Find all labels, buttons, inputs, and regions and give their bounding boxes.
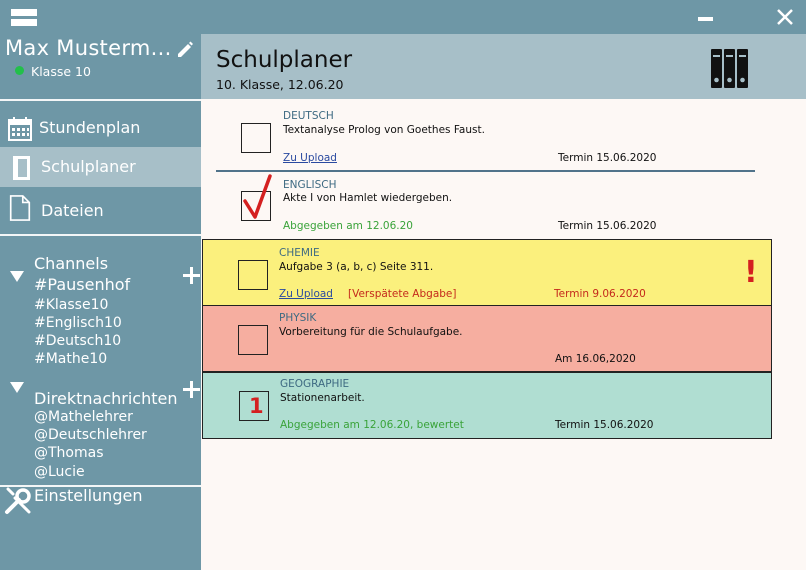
online-status-dot (15, 66, 24, 75)
direct-message-item[interactable]: @Thomas (34, 445, 104, 461)
task-due-date: Termin 15.06.2020 (555, 419, 654, 431)
channel-item[interactable]: #Pausenhof (34, 275, 131, 294)
sidebar-item-stundenplan[interactable] (0, 108, 201, 148)
task-due-date: Am 16.06,2020 (555, 353, 636, 365)
task-due-date: Termin 9.06.2020 (554, 288, 646, 300)
upload-link[interactable]: Zu Upload (283, 152, 337, 164)
close-icon[interactable] (776, 8, 794, 26)
sidebar-item-einstellungen[interactable] (0, 485, 201, 525)
task-chemie[interactable] (202, 239, 772, 306)
page-title: Schulplaner (216, 47, 353, 73)
task-grade: 1 (249, 394, 264, 418)
checkmark-icon (242, 173, 272, 221)
task-description: Textanalyse Prolog von Goethes Faust. (283, 124, 485, 136)
task-subject: CHEMIE (279, 247, 320, 259)
profile-name[interactable]: Max Musterm... (5, 36, 172, 60)
wrench-screwdriver-icon (4, 487, 32, 515)
task-checkbox[interactable] (238, 260, 268, 290)
task-physik[interactable] (202, 305, 772, 372)
page-header (201, 34, 806, 99)
task-description: Akte I von Hamlet wiedergeben. (283, 192, 453, 204)
direct-message-item[interactable]: @Mathelehrer (34, 409, 133, 425)
calendar-icon (8, 116, 32, 142)
sidebar-item-label: Dateien (41, 201, 104, 220)
late-submission-label: [Verspätete Abgabe] (348, 288, 457, 300)
task-geographie[interactable] (202, 372, 772, 439)
direct-message-item[interactable]: @Lucie (34, 464, 85, 480)
task-due-date: Termin 15.06.2020 (558, 220, 657, 232)
task-status: Abgegeben am 12.06.20 (283, 220, 413, 232)
minimize-icon[interactable] (698, 17, 713, 21)
channel-item[interactable]: #Englisch10 (34, 315, 122, 331)
pencil-icon[interactable] (175, 40, 193, 58)
upload-link[interactable]: Zu Upload (279, 288, 333, 300)
task-status: Abgegeben am 12.06.20, bewertet (280, 419, 464, 431)
task-subject: DEUTSCH (283, 110, 334, 122)
task-subject: ENGLISCH (283, 179, 337, 191)
sidebar-item-dateien[interactable] (0, 191, 201, 231)
task-subject: PHYSIK (279, 312, 317, 324)
task-subject: GEOGRAPHIE (280, 378, 350, 390)
direct-messages-heading[interactable]: Direktnachrichten (34, 389, 178, 408)
task-deutsch[interactable] (202, 100, 772, 170)
task-description: Stationenarbeit. (280, 392, 365, 404)
add-direct-message-icon[interactable] (183, 381, 200, 398)
task-description: Aufgabe 3 (a, b, c) Seite 311. (279, 261, 434, 273)
binders-icon (710, 47, 750, 89)
task-checkbox[interactable] (238, 325, 268, 355)
sidebar-item-label: Schulplaner (41, 157, 136, 176)
sidebar-divider (0, 99, 201, 101)
task-checkbox[interactable] (241, 123, 271, 153)
task-due-date: Termin 15.06.2020 (558, 152, 657, 164)
sidebar-item-schulplaner[interactable] (0, 147, 201, 187)
sidebar-item-label: Einstellungen (34, 486, 143, 505)
profile-class: Klasse 10 (31, 64, 91, 79)
title-bar (0, 0, 806, 34)
channels-heading[interactable]: Channels (34, 254, 109, 273)
task-description: Vorbereitung für die Schulaufgabe. (279, 326, 463, 338)
direct-messages-collapse-icon[interactable] (10, 382, 24, 393)
task-englisch[interactable] (202, 171, 772, 238)
channel-item[interactable]: #Mathe10 (34, 351, 108, 367)
channel-item[interactable]: #Klasse10 (34, 297, 109, 313)
channels-collapse-icon[interactable] (10, 271, 24, 282)
direct-message-item[interactable]: @Deutschlehrer (34, 427, 147, 443)
sidebar-item-label: Stundenplan (39, 118, 141, 137)
add-channel-icon[interactable] (183, 267, 200, 284)
file-icon (8, 195, 32, 221)
page-subtitle: 10. Klasse, 12.06.20 (216, 77, 344, 92)
hamburger-icon[interactable] (11, 9, 37, 27)
notebook-icon (10, 155, 34, 181)
sidebar-divider (0, 234, 201, 236)
overdue-alert-icon: ! (744, 255, 758, 290)
channel-item[interactable]: #Deutsch10 (34, 333, 122, 349)
